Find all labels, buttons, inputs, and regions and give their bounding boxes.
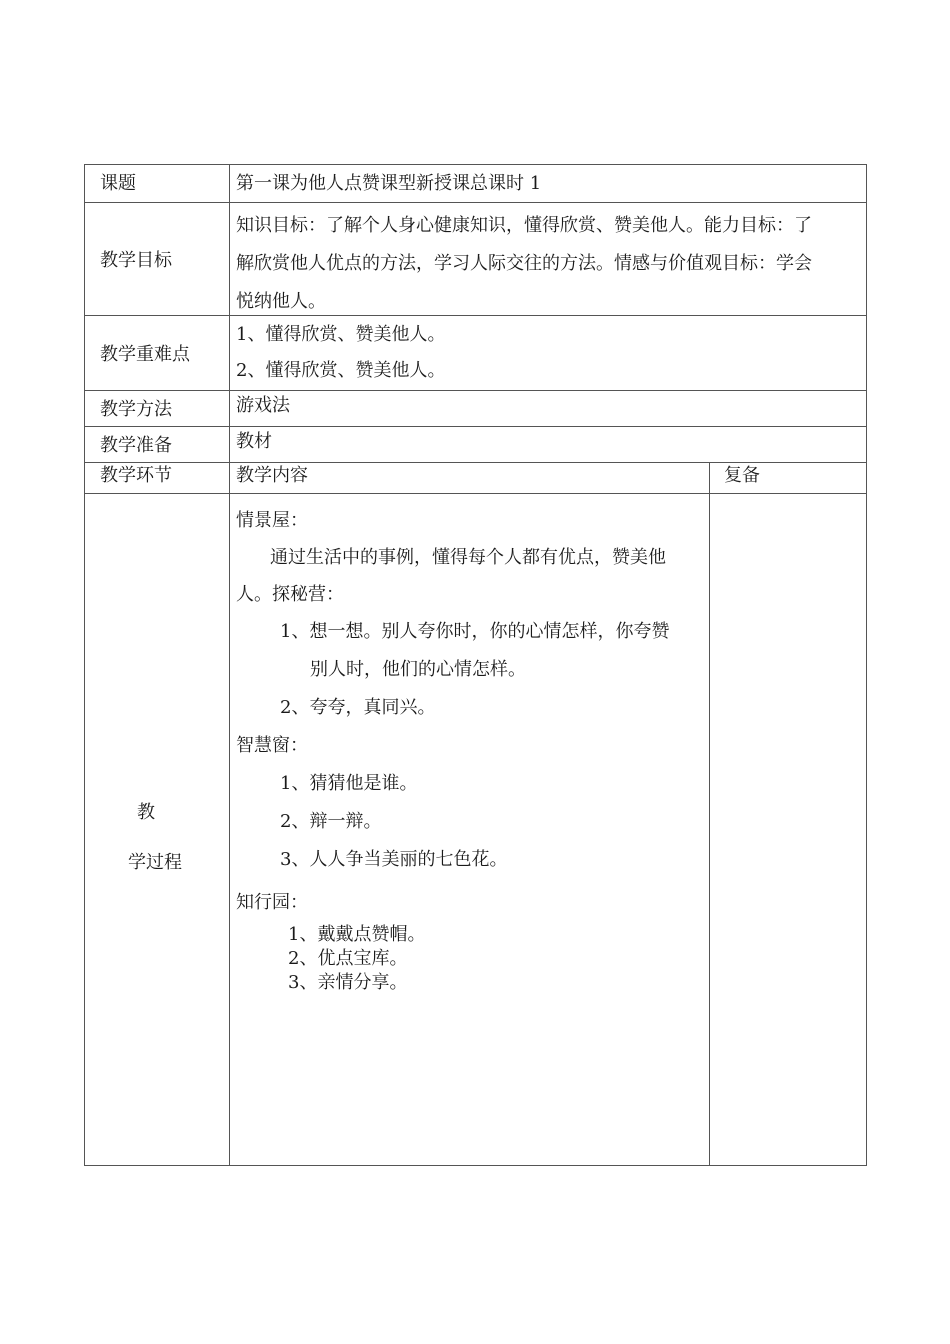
- list-item: 1、戴戴点赞帽。: [288, 924, 426, 945]
- section-title: 知行园：: [236, 892, 308, 913]
- lesson-plan-table: [84, 164, 867, 1166]
- content-line: 通过生活中的事例，懂得每个人都有优点，赞美他: [270, 547, 666, 568]
- content-line: 2、夸夸，真同兴。: [280, 697, 436, 718]
- goals-line: 解欣赏他人优点的方法，学习人际交往的方法。情感与价值观目标：学会: [236, 253, 812, 274]
- prep-label: 教学准备: [100, 435, 172, 456]
- row-divider: [84, 462, 867, 463]
- table-border-right: [866, 164, 867, 1166]
- key-points-label: 教学重难点: [100, 344, 190, 365]
- content-line: 人。探秘营：: [236, 584, 344, 605]
- topic-value: 第一课为他人点赞课型新授课总课时 1: [236, 173, 542, 194]
- header-review: 复备: [724, 465, 760, 486]
- list-item: 2、辩一辩。: [280, 811, 382, 832]
- header-stage: 教学环节: [100, 465, 172, 486]
- content-line: 1、想一想。别人夸你时，你的心情怎样，你夸赞: [280, 621, 670, 642]
- list-item: 3、人人争当美丽的七色花。: [280, 849, 508, 870]
- table-border-left: [84, 164, 85, 1166]
- list-item: 1、猜猜他是谁。: [280, 773, 418, 794]
- row-divider: [84, 202, 867, 203]
- section-title: 智慧窗：: [236, 735, 308, 756]
- goals-label: 教学目标: [100, 250, 172, 271]
- row-divider: [84, 390, 867, 391]
- key-point-item: 1、懂得欣赏、赞美他人。: [236, 324, 446, 345]
- topic-label: 课题: [100, 173, 136, 194]
- prep-value: 教材: [236, 431, 272, 452]
- column-divider: [709, 462, 710, 1166]
- header-content: 教学内容: [236, 465, 308, 486]
- row-divider: [84, 426, 867, 427]
- table-border-top: [84, 164, 867, 165]
- table-border-bottom: [84, 1165, 867, 1166]
- method-value: 游戏法: [236, 395, 290, 416]
- process-label-line2: 学过程: [128, 852, 182, 873]
- goals-line: 知识目标：了解个人身心健康知识，懂得欣赏、赞美他人。能力目标：了: [236, 215, 812, 236]
- goals-line: 悦纳他人。: [236, 291, 326, 312]
- list-item: 3、亲情分享。: [288, 972, 408, 993]
- key-point-item: 2、懂得欣赏、赞美他人。: [236, 360, 446, 381]
- method-label: 教学方法: [100, 399, 172, 420]
- column-divider: [229, 164, 230, 1166]
- process-label-line1: 教: [137, 802, 155, 823]
- list-item: 2、优点宝库。: [288, 948, 408, 969]
- content-line: 别人时，他们的心情怎样。: [310, 659, 526, 680]
- row-divider: [84, 315, 867, 316]
- row-divider: [84, 493, 867, 494]
- section-title: 情景屋：: [236, 510, 308, 531]
